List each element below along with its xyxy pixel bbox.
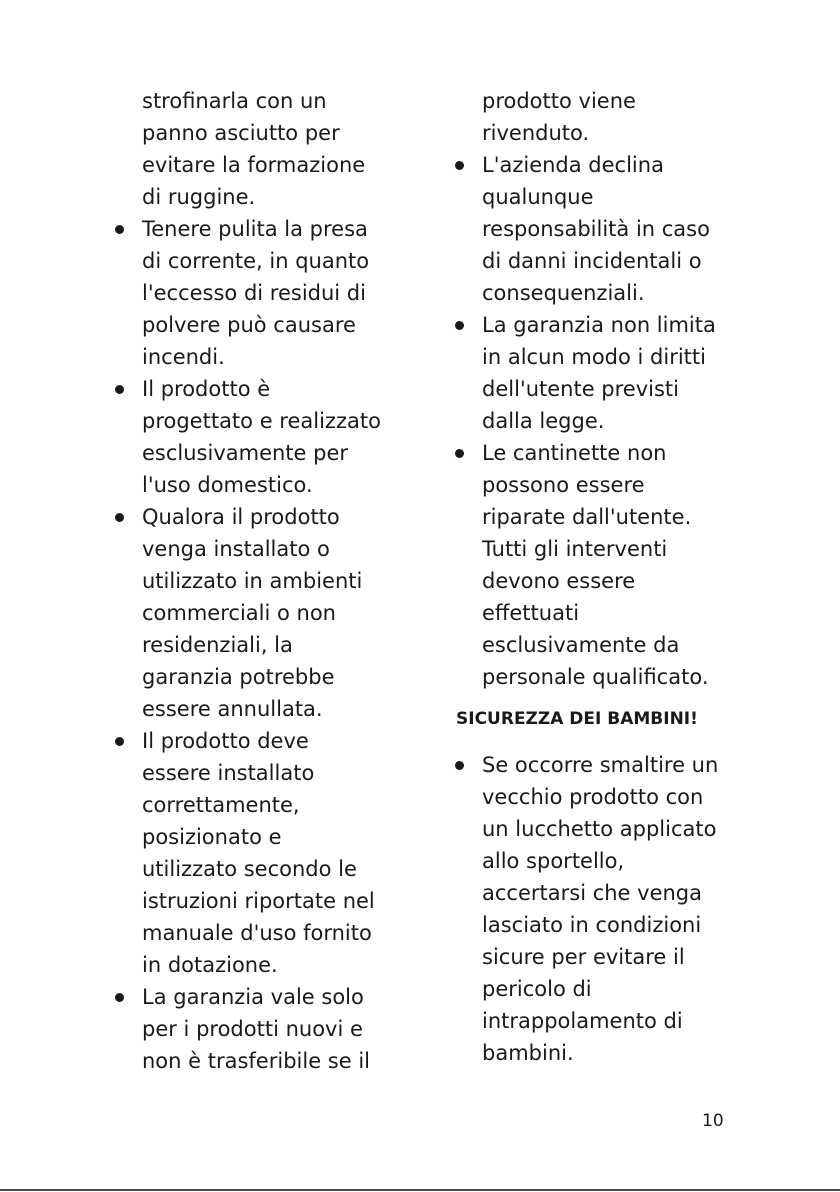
page-number: 10 [702, 1111, 724, 1131]
bullet-icon [455, 161, 464, 170]
bullet-list [452, 749, 737, 1069]
list-item-text: La garanzia non limita in alcun modo i diritti dell'utente previsti dalla legge. [482, 313, 716, 433]
list-item [112, 213, 397, 373]
list-item [112, 373, 397, 501]
list-item [452, 749, 737, 1069]
continued-paragraph: prodotto viene rivenduto. [482, 89, 636, 145]
list-item-text: Se occorre smaltire un vecchio prodotto con un lucchetto applicato allo sportello, accertarsi che venga lasciato in condizioni sicure per evitare il pericolo di intrappolamento di bambini. [482, 753, 719, 1065]
list-item [112, 981, 397, 1077]
continued-paragraph: strofinarla con un panno asciutto per evitare la formazione di ruggine. [142, 89, 366, 209]
bullet-icon [115, 993, 124, 1002]
bullet-list [452, 149, 737, 693]
bullet-icon [115, 225, 124, 234]
list-item [112, 501, 397, 725]
list-item-text: L'azienda declina qualunque responsabilità in caso di danni incidentali o consequenziali. [482, 153, 710, 305]
list-item-text: Tenere pulita la presa di corrente, in quanto l'eccesso di residui di polvere può causare incendi. [142, 217, 370, 369]
list-item-text: Il prodotto è progettato e realizzato esclusivamente per l'uso domestico. [142, 377, 381, 497]
bullet-icon [115, 385, 124, 394]
list-item [452, 309, 737, 437]
bullet-list [112, 213, 397, 1077]
section-heading: SICUREZZA DEI BAMBINI! [456, 709, 698, 729]
list-item [452, 437, 737, 693]
bottom-divider [0, 1189, 840, 1191]
bullet-icon [115, 737, 124, 746]
list-item-text: La garanzia vale solo per i prodotti nuovi e non è trasferibile se il [142, 985, 370, 1073]
bullet-icon [455, 449, 464, 458]
list-item [112, 725, 397, 981]
bullet-icon [455, 761, 464, 770]
left-column [112, 85, 397, 1077]
list-item-text: Il prodotto deve essere installato correttamente, posizionato e utilizzato secondo le istruzioni riportate nel manuale d'uso fornito in dotazione. [142, 729, 375, 977]
bullet-icon [455, 321, 464, 330]
list-item-text: Le cantinette non possono essere riparate dall'utente. Tutti gli interventi devono essere effettuati esclusivamente da personale qualificato. [482, 441, 709, 689]
right-column [452, 85, 737, 1069]
list-item-text: Qualora il prodotto venga installato o utilizzato in ambienti commerciali o non residenziali, la garanzia potrebbe essere annullata. [142, 505, 363, 721]
list-item [452, 149, 737, 309]
bullet-icon [115, 513, 124, 522]
